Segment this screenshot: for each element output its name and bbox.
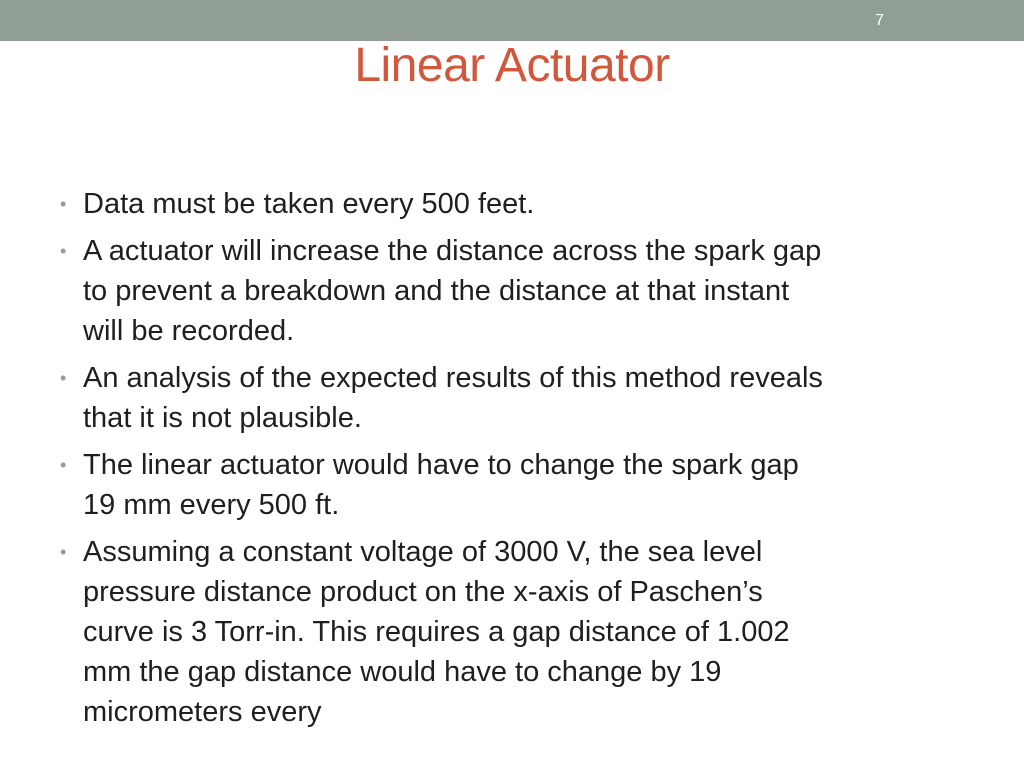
bullet-item bbox=[62, 358, 982, 438]
bullet-list bbox=[62, 184, 982, 739]
bullet-dot-icon: • bbox=[60, 368, 67, 388]
bullet-text: Assuming a constant voltage of 3000 V, the sea level pressure distance product on the x-axis of Paschen’s curve is 3 Torr-in. This requires a gap distance of 1.002 mm the gap distance would have to change by 19 micrometers every bbox=[83, 536, 790, 728]
bullet-dot-icon: • bbox=[60, 241, 67, 261]
bullet-item bbox=[62, 231, 982, 351]
bullet-item bbox=[62, 184, 982, 224]
bullet-text: The linear actuator would have to change the spark gap 19 mm every 500 ft. bbox=[83, 449, 799, 521]
bullet-text: An analysis of the expected results of this method reveals that it is not plausible. bbox=[83, 362, 823, 434]
bullet-dot-icon: • bbox=[60, 194, 67, 214]
bullet-dot-icon: • bbox=[60, 542, 67, 562]
bullet-dot-icon: • bbox=[60, 455, 67, 475]
bullet-item bbox=[62, 445, 982, 525]
bullet-text: Data must be taken every 500 feet. bbox=[83, 188, 535, 220]
bullet-item bbox=[62, 532, 982, 732]
slide-header-bar bbox=[0, 0, 1024, 41]
slide-number: 7 bbox=[875, 12, 884, 29]
slide-title: Linear Actuator bbox=[354, 39, 670, 92]
bullet-text: A actuator will increase the distance across the spark gap to prevent a breakdown and the distance at that instant will be recorded. bbox=[83, 235, 822, 347]
